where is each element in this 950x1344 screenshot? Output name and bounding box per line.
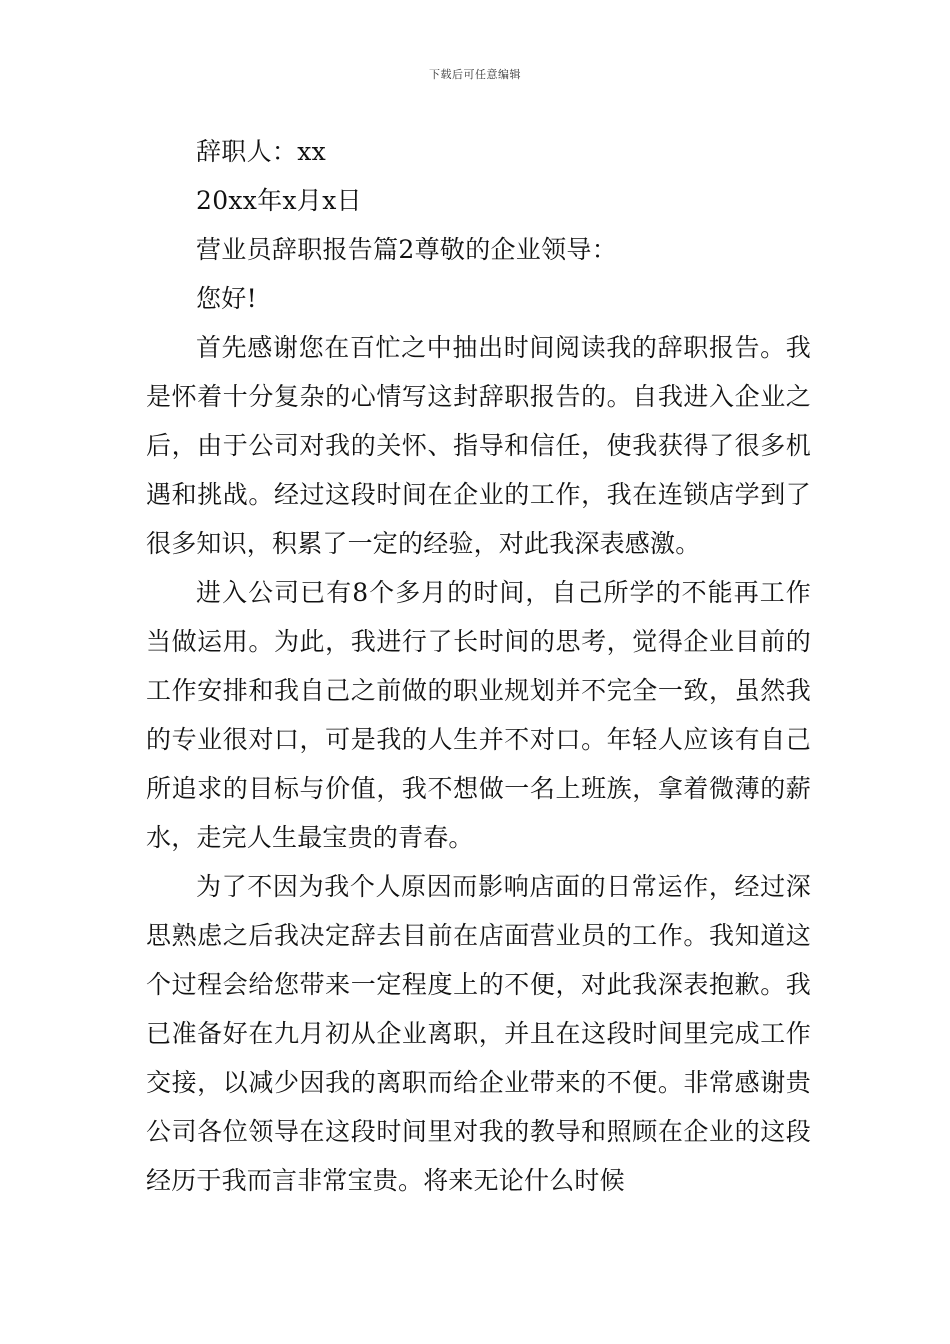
greeting: 您好! — [196, 284, 257, 313]
title-salutation: 营业员辞职报告篇2尊敬的企业领导： — [196, 235, 618, 264]
resigner-line: 辞职人：xx — [196, 137, 326, 166]
letter-body — [146, 127, 811, 1205]
paragraph: 首先感谢您在百忙之中抽出时间阅读我的辞职报告。我是怀着十分复杂的心情写这封辞职报告的。自我进入企业之后，由于公司对我的关怀、指导和信任，使我获得了很多机遇和挑战。经过这段时间在企业的工作，我在连锁店学到了很多知识，积累了一定的经验，对此我深表感激。 — [146, 333, 811, 558]
paragraph: 为了不因为我个人原因而影响店面的日常运作，经过深思熟虑之后我决定辞去目前在店面营业员的工作。我知道这个过程会给您带来一定程度上的不便，对此我深表抱歉。我已准备好在九月初从企业离职，并且在这段时间里完成工作交接，以减少因我的离职而给企业带来的不便。非常感谢贵公司各位领导在这段时间里对我的教导和照顾在企业的这段经历于我而言非常宝贵。将来无论什么时候 — [146, 872, 811, 1195]
paragraph: 进入公司已有8个多月的时间，自己所学的不能再工作当做运用。为此，我进行了长时间的思考，觉得企业目前的工作安排和我自己之前做的职业规划并不完全一致，虽然我的专业很对口，可是我的人生并不对口。年轻人应该有自己所追求的目标与价值，我不想做一名上班族，拿着微薄的薪水，走完人生最宝贵的青春。 — [146, 578, 811, 852]
date-line: 20xx年x月x日 — [196, 186, 362, 215]
page-header-note: 下载后可任意编辑 — [429, 68, 521, 81]
